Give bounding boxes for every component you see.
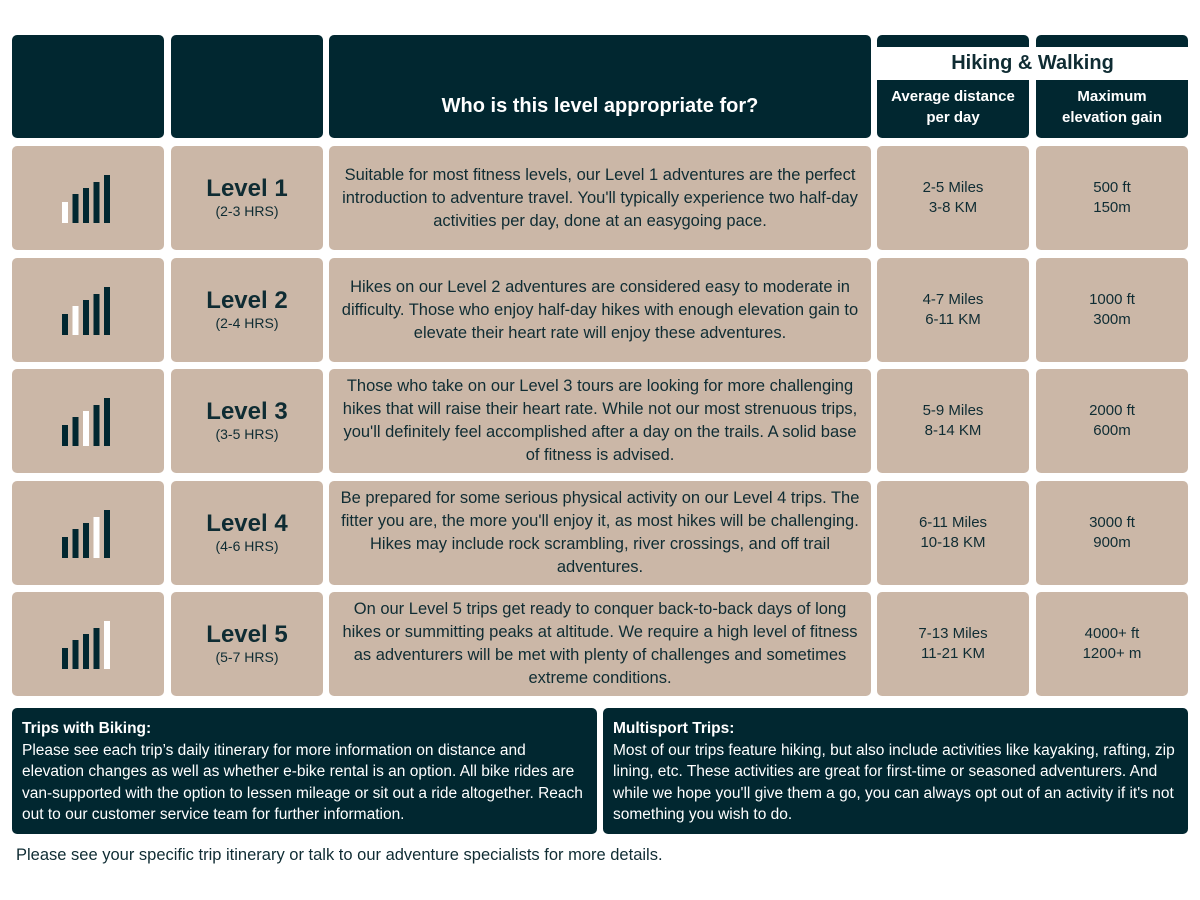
elevation-ft: 4000+ ft	[1084, 625, 1140, 642]
level-description	[329, 592, 871, 696]
biking-note-title: Trips with Biking:	[22, 720, 152, 737]
signal-bar	[73, 529, 79, 558]
level-cell	[171, 592, 323, 696]
signal-bar-current	[62, 202, 68, 223]
signal-bar	[83, 523, 89, 558]
biking-note-text: Please see each trip’s daily itinerary for more information on distance and elevation changes as well as whether e-bike rental is an option. All bike rides are van-supported with the option to lessen mileage or sit out a ride altogether. Reach out to our customer service team for further information.	[22, 741, 583, 823]
signal-bar	[62, 425, 68, 446]
signal-bars-icon	[62, 285, 114, 335]
footer-note: Please see your specific trip itinerary or talk to our adventure specialists for more details.	[16, 846, 663, 864]
difficulty-signal-icon	[12, 258, 164, 362]
signal-bar	[94, 405, 100, 446]
avg-distance-cell	[877, 369, 1029, 473]
multisport-note	[603, 708, 1188, 834]
hiking-walking-title: Hiking & Walking	[877, 47, 1188, 80]
difficulty-signal-icon	[12, 481, 164, 585]
signal-bars-icon	[62, 508, 114, 558]
header-question-text: Who is this level appropriate for?	[441, 95, 759, 117]
signal-bars-icon	[62, 173, 114, 223]
level-hours: (3-5 HRS)	[215, 426, 279, 442]
elevation-ft: 3000 ft	[1089, 514, 1135, 531]
signal-bar	[62, 537, 68, 558]
signal-bar	[104, 175, 110, 223]
level-description-text: Be prepared for some serious physical activity on our Level 4 trips. The fitter you are, the more you'll enjoy it, as most hikes will be challenging. Hikes may include rock scrambling, river crossings, and off trail adventures.	[340, 489, 860, 576]
level-name: Level 3	[206, 398, 288, 425]
max-elevation-cell	[1036, 146, 1188, 250]
signal-bars-icon	[62, 396, 114, 446]
max-elevation-cell	[1036, 592, 1188, 696]
signal-bar	[104, 510, 110, 558]
signal-bar	[83, 300, 89, 335]
elevation-ft: 1000 ft	[1089, 291, 1135, 308]
max-elevation-cell	[1036, 258, 1188, 362]
max-elevation-cell	[1036, 369, 1188, 473]
distance-miles: 5-9 Miles	[922, 402, 984, 419]
elevation-m: 300m	[1093, 311, 1131, 328]
max-elevation-label: Maximum elevation gain	[1061, 88, 1163, 126]
level-description	[329, 258, 871, 362]
distance-miles: 4-7 Miles	[922, 291, 984, 308]
elevation-m: 900m	[1093, 534, 1131, 551]
level-description-text: Suitable for most fitness levels, our Level 1 adventures are the perfect introduction to adventure travel. You'll typically experience two half-day activities per day, done at an easygoing pace.	[342, 165, 858, 230]
distance-miles: 6-11 Miles	[918, 514, 988, 531]
difficulty-signal-icon	[12, 369, 164, 473]
signal-bar	[94, 294, 100, 335]
signal-bar	[62, 314, 68, 335]
header-level-column	[171, 35, 323, 138]
signal-bar	[73, 640, 79, 669]
elevation-m: 600m	[1093, 422, 1131, 439]
level-description-text: Those who take on our Level 3 tours are looking for more challenging hikes that will raise their heart rate. While not our most strenuous trips, you'll definitely feel accomplished after a day on the trails. A solid base of fitness is advised.	[342, 377, 858, 464]
elevation-ft: 500 ft	[1093, 179, 1131, 196]
elevation-m: 1200+ m	[1082, 645, 1142, 662]
distance-km: 3-8 KM	[928, 199, 978, 216]
elevation-ft: 2000 ft	[1089, 402, 1135, 419]
level-description	[329, 369, 871, 473]
biking-note	[12, 708, 597, 834]
signal-bar	[94, 182, 100, 223]
avg-distance-cell	[877, 481, 1029, 585]
elevation-m: 150m	[1093, 199, 1131, 216]
distance-km: 8-14 KM	[924, 422, 982, 439]
avg-distance-cell	[877, 146, 1029, 250]
distance-km: 10-18 KM	[920, 534, 986, 551]
level-cell	[171, 481, 323, 585]
signal-bar-current	[94, 517, 100, 558]
difficulty-signal-icon	[12, 146, 164, 250]
distance-km: 6-11 KM	[925, 311, 981, 328]
avg-distance-cell	[877, 592, 1029, 696]
signal-bar	[94, 628, 100, 669]
distance-km: 11-21 KM	[921, 645, 985, 662]
level-hours: (2-3 HRS)	[215, 203, 279, 219]
difficulty-signal-icon	[12, 592, 164, 696]
level-description-text: Hikes on our Level 2 adventures are considered easy to moderate in difficulty. Those who enjoy half-day hikes with enough elevation gain to elevate their heart rate will enjoy these adventures.	[341, 277, 859, 342]
level-cell	[171, 258, 323, 362]
level-name: Level 4	[206, 510, 288, 537]
signal-bar-current	[104, 621, 110, 669]
distance-miles: 7-13 Miles	[918, 625, 988, 642]
level-name: Level 5	[206, 621, 288, 648]
level-name: Level 1	[206, 175, 288, 202]
signal-bar	[83, 634, 89, 669]
level-description	[329, 481, 871, 585]
signal-bar-current	[73, 306, 79, 335]
avg-distance-label: Average distance per day	[891, 88, 1015, 126]
level-hours: (5-7 HRS)	[215, 649, 279, 665]
level-cell	[171, 369, 323, 473]
signal-bars-icon	[62, 619, 114, 669]
signal-bar	[104, 287, 110, 335]
level-hours: (2-4 HRS)	[215, 315, 279, 331]
avg-distance-cell	[877, 258, 1029, 362]
signal-bar-current	[83, 411, 89, 446]
level-description-text: On our Level 5 trips get ready to conquer back-to-back days of long hikes or summitting peaks at altitude. We require a high level of fitness as adventurers will be met with plenty of challenges and sometimes extreme conditions.	[342, 600, 858, 687]
signal-bar	[83, 188, 89, 223]
signal-bar	[62, 648, 68, 669]
header-question	[329, 35, 871, 138]
signal-bar	[73, 194, 79, 223]
level-name: Level 2	[206, 287, 288, 314]
level-hours: (4-6 HRS)	[215, 538, 279, 554]
multisport-note-text: Most of our trips feature hiking, but also include activities like kayaking, rafting, zip lining, etc. These activities are great for first-time or seasoned adventurers. And while we hope you'll give them a go, you can always opt out of an activity if it's not something you wish to do.	[613, 741, 1175, 823]
distance-miles: 2-5 Miles	[922, 179, 984, 196]
multisport-note-title: Multisport Trips:	[613, 720, 735, 737]
level-cell	[171, 146, 323, 250]
signal-bar	[104, 398, 110, 446]
max-elevation-cell	[1036, 481, 1188, 585]
level-description	[329, 146, 871, 250]
signal-bar	[73, 417, 79, 446]
header-icon-column	[12, 35, 164, 138]
